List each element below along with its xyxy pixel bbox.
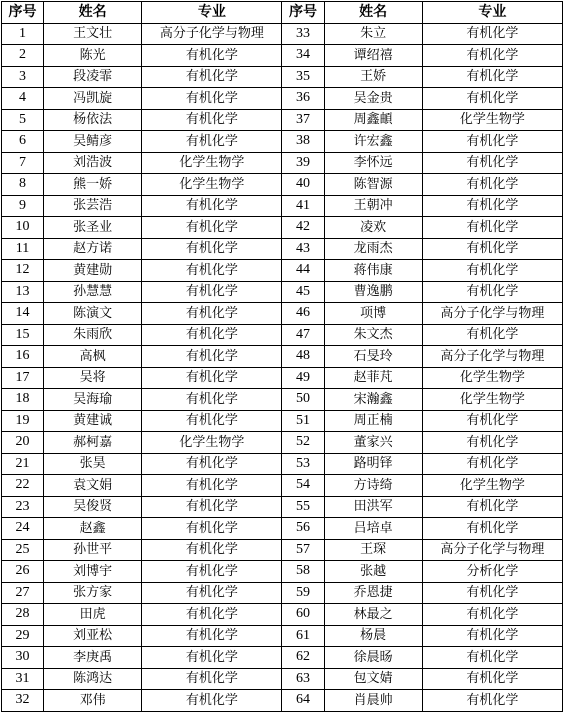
cell-major-right: 有机化学: [422, 324, 562, 346]
cell-number-right: 56: [282, 518, 324, 540]
cell-major-left: 有机化学: [142, 561, 282, 583]
cell-name-left: 吴俊贤: [44, 496, 142, 518]
cell-name-left: 黄建勋: [44, 260, 142, 282]
cell-major-left: 有机化学: [142, 539, 282, 561]
table-row: [2, 389, 563, 411]
cell-major-left: 有机化学: [142, 410, 282, 432]
cell-major-right: 有机化学: [422, 518, 562, 540]
cell-name-right: 林最之: [324, 604, 422, 626]
cell-number-right: 64: [282, 690, 324, 712]
cell-number-left: 16: [2, 346, 44, 368]
cell-major-left: 有机化学: [142, 324, 282, 346]
cell-major-right: 有机化学: [422, 281, 562, 303]
table-row: [2, 88, 563, 110]
cell-name-right: 蒋伟康: [324, 260, 422, 282]
cell-number-right: 49: [282, 367, 324, 389]
cell-name-left: 张昊: [44, 453, 142, 475]
cell-number-left: 3: [2, 66, 44, 88]
cell-major-right: 化学生物学: [422, 475, 562, 497]
cell-name-left: 田虎: [44, 604, 142, 626]
cell-name-right: 赵菲芃: [324, 367, 422, 389]
cell-number-left: 31: [2, 668, 44, 690]
cell-number-left: 27: [2, 582, 44, 604]
cell-name-right: 李怀远: [324, 152, 422, 174]
cell-major-right: 有机化学: [422, 66, 562, 88]
cell-major-right: 有机化学: [422, 582, 562, 604]
cell-number-left: 32: [2, 690, 44, 712]
cell-name-right: 宋瀚鑫: [324, 389, 422, 411]
cell-name-left: 孙世平: [44, 539, 142, 561]
cell-major-left: 有机化学: [142, 88, 282, 110]
cell-number-right: 47: [282, 324, 324, 346]
cell-major-left: 化学生物学: [142, 174, 282, 196]
cell-number-left: 13: [2, 281, 44, 303]
cell-number-right: 38: [282, 131, 324, 153]
cell-number-left: 8: [2, 174, 44, 196]
cell-major-left: 有机化学: [142, 668, 282, 690]
cell-number-left: 10: [2, 217, 44, 239]
table-row: [2, 432, 563, 454]
table-row: [2, 539, 563, 561]
table-row: [2, 582, 563, 604]
cell-name-left: 张圣业: [44, 217, 142, 239]
cell-major-left: 有机化学: [142, 195, 282, 217]
cell-major-right: 有机化学: [422, 625, 562, 647]
cell-number-left: 5: [2, 109, 44, 131]
header-row: [2, 2, 563, 24]
cell-name-right: 龙雨杰: [324, 238, 422, 260]
cell-number-right: 60: [282, 604, 324, 626]
cell-name-right: 陈智源: [324, 174, 422, 196]
cell-major-right: 有机化学: [422, 432, 562, 454]
cell-name-right: 许宏鑫: [324, 131, 422, 153]
cell-major-left: 化学生物学: [142, 152, 282, 174]
student-major-table: [1, 1, 563, 712]
cell-major-right: 有机化学: [422, 647, 562, 669]
cell-major-right: 化学生物学: [422, 109, 562, 131]
cell-name-right: 张越: [324, 561, 422, 583]
cell-major-right: 有机化学: [422, 23, 562, 45]
cell-name-right: 石旻玲: [324, 346, 422, 368]
cell-major-right: 有机化学: [422, 410, 562, 432]
cell-name-right: 项博: [324, 303, 422, 325]
cell-name-right: 肖晨帅: [324, 690, 422, 712]
cell-number-right: 41: [282, 195, 324, 217]
cell-name-left: 邓伟: [44, 690, 142, 712]
cell-name-right: 徐晨旸: [324, 647, 422, 669]
cell-name-left: 吴鲭彦: [44, 131, 142, 153]
cell-number-right: 37: [282, 109, 324, 131]
cell-name-left: 张方家: [44, 582, 142, 604]
cell-major-left: 有机化学: [142, 582, 282, 604]
cell-number-right: 62: [282, 647, 324, 669]
table-row: [2, 561, 563, 583]
table-row: [2, 174, 563, 196]
cell-major-right: 有机化学: [422, 453, 562, 475]
cell-name-right: 周鑫頔: [324, 109, 422, 131]
cell-number-right: 36: [282, 88, 324, 110]
cell-major-left: 有机化学: [142, 303, 282, 325]
cell-name-right: 乔恩捷: [324, 582, 422, 604]
table-row: [2, 690, 563, 712]
cell-number-left: 18: [2, 389, 44, 411]
cell-major-left: 化学生物学: [142, 432, 282, 454]
table-row: [2, 109, 563, 131]
cell-major-left: 有机化学: [142, 604, 282, 626]
cell-name-left: 王文壮: [44, 23, 142, 45]
cell-name-right: 董家兴: [324, 432, 422, 454]
cell-name-left: 袁文娟: [44, 475, 142, 497]
cell-major-right: 有机化学: [422, 604, 562, 626]
cell-major-left: 有机化学: [142, 453, 282, 475]
cell-number-left: 11: [2, 238, 44, 260]
cell-major-left: 有机化学: [142, 131, 282, 153]
table-row: [2, 324, 563, 346]
cell-name-right: 凌欢: [324, 217, 422, 239]
cell-number-right: 54: [282, 475, 324, 497]
cell-number-right: 51: [282, 410, 324, 432]
cell-name-right: 包文婧: [324, 668, 422, 690]
cell-number-right: 35: [282, 66, 324, 88]
cell-number-left: 19: [2, 410, 44, 432]
table-row: [2, 45, 563, 67]
cell-number-right: 40: [282, 174, 324, 196]
cell-number-right: 45: [282, 281, 324, 303]
cell-number-right: 63: [282, 668, 324, 690]
cell-number-left: 25: [2, 539, 44, 561]
cell-major-left: 有机化学: [142, 690, 282, 712]
table-row: [2, 217, 563, 239]
cell-name-left: 吴将: [44, 367, 142, 389]
header-number-left: 序号: [2, 2, 44, 24]
cell-number-right: 48: [282, 346, 324, 368]
table-row: [2, 281, 563, 303]
table-row: [2, 625, 563, 647]
cell-major-right: 高分子化学与物理: [422, 346, 562, 368]
cell-name-left: 李庚禹: [44, 647, 142, 669]
cell-number-left: 26: [2, 561, 44, 583]
cell-name-left: 陈演文: [44, 303, 142, 325]
cell-number-left: 17: [2, 367, 44, 389]
cell-major-left: 有机化学: [142, 238, 282, 260]
cell-number-right: 52: [282, 432, 324, 454]
cell-major-left: 有机化学: [142, 217, 282, 239]
cell-number-left: 14: [2, 303, 44, 325]
cell-name-right: 吴金贵: [324, 88, 422, 110]
table-row: [2, 346, 563, 368]
table-header: [2, 2, 563, 24]
cell-number-left: 4: [2, 88, 44, 110]
cell-major-left: 有机化学: [142, 281, 282, 303]
cell-name-left: 孙慧慧: [44, 281, 142, 303]
cell-number-left: 20: [2, 432, 44, 454]
cell-major-right: 高分子化学与物理: [422, 539, 562, 561]
header-major-right: 专业: [422, 2, 562, 24]
table-row: [2, 604, 563, 626]
cell-major-left: 有机化学: [142, 625, 282, 647]
cell-number-left: 29: [2, 625, 44, 647]
cell-name-left: 陈光: [44, 45, 142, 67]
cell-number-right: 34: [282, 45, 324, 67]
cell-major-left: 有机化学: [142, 647, 282, 669]
cell-number-left: 12: [2, 260, 44, 282]
cell-number-left: 30: [2, 647, 44, 669]
cell-name-right: 曹逸鹏: [324, 281, 422, 303]
cell-name-left: 刘亚松: [44, 625, 142, 647]
cell-name-right: 谭绍禧: [324, 45, 422, 67]
table-row: [2, 303, 563, 325]
table-row: [2, 518, 563, 540]
cell-name-right: 王娇: [324, 66, 422, 88]
table-row: [2, 475, 563, 497]
table-row: [2, 647, 563, 669]
cell-name-left: 高枫: [44, 346, 142, 368]
table-body: [2, 23, 563, 711]
cell-major-right: 有机化学: [422, 88, 562, 110]
table-row: [2, 496, 563, 518]
cell-major-right: 有机化学: [422, 238, 562, 260]
cell-major-right: 高分子化学与物理: [422, 303, 562, 325]
cell-major-right: 有机化学: [422, 195, 562, 217]
cell-number-left: 9: [2, 195, 44, 217]
cell-number-right: 59: [282, 582, 324, 604]
cell-major-right: 有机化学: [422, 668, 562, 690]
cell-major-left: 有机化学: [142, 367, 282, 389]
cell-number-right: 61: [282, 625, 324, 647]
cell-name-right: 王朝冲: [324, 195, 422, 217]
cell-name-left: 段凌霏: [44, 66, 142, 88]
cell-name-left: 赵方诺: [44, 238, 142, 260]
cell-name-left: 冯凯旋: [44, 88, 142, 110]
cell-major-left: 有机化学: [142, 260, 282, 282]
cell-major-right: 有机化学: [422, 45, 562, 67]
cell-major-right: 化学生物学: [422, 367, 562, 389]
cell-name-right: 周正楠: [324, 410, 422, 432]
cell-major-left: 有机化学: [142, 389, 282, 411]
table-row: [2, 367, 563, 389]
cell-major-right: 有机化学: [422, 131, 562, 153]
cell-number-right: 55: [282, 496, 324, 518]
cell-name-left: 刘博宇: [44, 561, 142, 583]
cell-number-left: 23: [2, 496, 44, 518]
cell-major-left: 有机化学: [142, 475, 282, 497]
cell-name-left: 黄建诚: [44, 410, 142, 432]
cell-major-right: 有机化学: [422, 690, 562, 712]
cell-number-right: 57: [282, 539, 324, 561]
table-row: [2, 152, 563, 174]
cell-major-right: 有机化学: [422, 174, 562, 196]
table-row: [2, 668, 563, 690]
cell-major-left: 有机化学: [142, 346, 282, 368]
cell-name-right: 杨晨: [324, 625, 422, 647]
cell-name-right: 路明铎: [324, 453, 422, 475]
cell-number-right: 44: [282, 260, 324, 282]
cell-name-left: 杨依法: [44, 109, 142, 131]
cell-major-right: 有机化学: [422, 152, 562, 174]
cell-major-left: 有机化学: [142, 45, 282, 67]
cell-number-right: 33: [282, 23, 324, 45]
cell-name-left: 郝柯嘉: [44, 432, 142, 454]
table-row: [2, 23, 563, 45]
cell-number-left: 22: [2, 475, 44, 497]
cell-name-right: 王琛: [324, 539, 422, 561]
table-row: [2, 195, 563, 217]
cell-name-left: 吴海瑜: [44, 389, 142, 411]
cell-name-right: 方诗绮: [324, 475, 422, 497]
cell-name-right: 吕培卓: [324, 518, 422, 540]
cell-number-right: 50: [282, 389, 324, 411]
cell-number-left: 28: [2, 604, 44, 626]
cell-number-left: 24: [2, 518, 44, 540]
cell-name-right: 田洪军: [324, 496, 422, 518]
table-row: [2, 238, 563, 260]
cell-number-left: 1: [2, 23, 44, 45]
cell-number-right: 58: [282, 561, 324, 583]
cell-number-right: 39: [282, 152, 324, 174]
cell-major-left: 有机化学: [142, 496, 282, 518]
cell-name-left: 熊一娇: [44, 174, 142, 196]
cell-major-left: 有机化学: [142, 109, 282, 131]
cell-major-left: 高分子化学与物理: [142, 23, 282, 45]
header-number-right: 序号: [282, 2, 324, 24]
cell-number-left: 15: [2, 324, 44, 346]
cell-name-left: 刘浩波: [44, 152, 142, 174]
table-row: [2, 410, 563, 432]
table-row: [2, 453, 563, 475]
cell-major-right: 有机化学: [422, 217, 562, 239]
cell-number-right: 42: [282, 217, 324, 239]
table-row: [2, 131, 563, 153]
cell-name-left: 赵鑫: [44, 518, 142, 540]
cell-major-left: 有机化学: [142, 518, 282, 540]
cell-name-left: 朱雨欣: [44, 324, 142, 346]
cell-number-right: 43: [282, 238, 324, 260]
cell-name-left: 陈鸿达: [44, 668, 142, 690]
table-row: [2, 66, 563, 88]
cell-major-right: 有机化学: [422, 496, 562, 518]
cell-major-left: 有机化学: [142, 66, 282, 88]
cell-number-right: 46: [282, 303, 324, 325]
cell-number-left: 21: [2, 453, 44, 475]
header-name-left: 姓名: [44, 2, 142, 24]
table-row: [2, 260, 563, 282]
cell-number-right: 53: [282, 453, 324, 475]
cell-major-right: 化学生物学: [422, 389, 562, 411]
cell-major-right: 有机化学: [422, 260, 562, 282]
cell-number-left: 6: [2, 131, 44, 153]
cell-name-right: 朱文杰: [324, 324, 422, 346]
header-major-left: 专业: [142, 2, 282, 24]
cell-name-left: 张芸浩: [44, 195, 142, 217]
cell-number-left: 2: [2, 45, 44, 67]
header-name-right: 姓名: [324, 2, 422, 24]
cell-major-right: 分析化学: [422, 561, 562, 583]
cell-name-right: 朱立: [324, 23, 422, 45]
cell-number-left: 7: [2, 152, 44, 174]
